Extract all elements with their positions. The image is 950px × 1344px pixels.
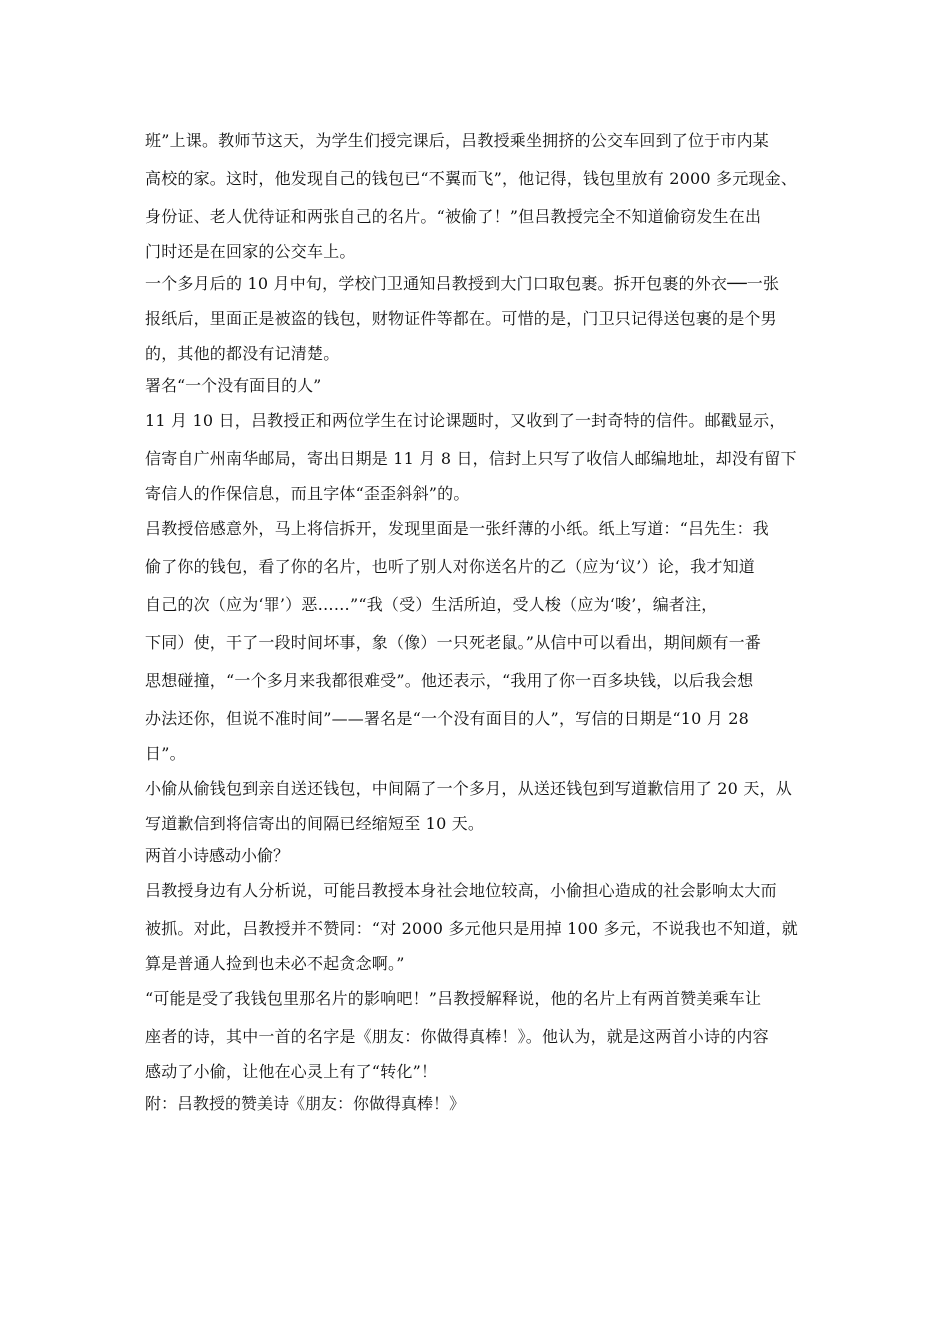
text-line: 身份证、老人优待证和两张自己的名片。“被偷了！”但吕教授完全不知道偷窃发生在出 xyxy=(145,207,762,226)
paragraph-5 xyxy=(145,770,813,840)
section-heading: 两首小诗感动小偷？ xyxy=(145,846,290,865)
paragraph-2 xyxy=(145,268,813,370)
paragraph-3 xyxy=(145,402,813,510)
text-line: “可能是受了我钱包里那名片的影响吧！”吕教授解释说，他的名片上有两首赞美乘车让 xyxy=(145,989,762,1008)
paragraph-4 xyxy=(145,510,813,770)
text-line: 自己的次（应为‘罪’）恶……”“我（受）生活所迫，受人梭（应为‘唆’，编者注， xyxy=(145,595,718,614)
text-line: 寄信人的作保信息，而且字体“歪歪斜斜”的。 xyxy=(145,484,470,503)
text-line: 日”。 xyxy=(145,744,186,763)
section-heading: 署名“一个没有面目的人” xyxy=(145,376,322,395)
text-line: 11 月 10 日，吕教授正和两位学生在讨论课题时，又收到了一封奇特的信件。邮戳显示， xyxy=(145,411,786,430)
paragraph-7 xyxy=(145,980,813,1088)
text-line: 班”上课。教师节这天，为学生们授完课后，吕教授乘坐拥挤的公交车回到了位于市内某 xyxy=(145,131,769,150)
section-heading: 附：吕教授的赞美诗《朋友：你做得真棒！》 xyxy=(145,1094,466,1113)
text-line: 偷了你的钱包，看了你的名片，也听了别人对你送名片的乙（应为‘议’）论，我才知道 xyxy=(145,557,755,576)
text-line: 座者的诗，其中一首的名字是《朋友：你做得真棒！》。他认为，就是这两首小诗的内容 xyxy=(145,1027,769,1046)
text-line: 一个多月后的 10 月中旬，学校门卫通知吕教授到大门口取包裹。拆开包裹的外衣──一张 xyxy=(145,274,780,293)
text-line: 感动了小偷，让他在心灵上有了“转化”！ xyxy=(145,1062,438,1081)
text-line: 吕教授倍感意外，马上将信拆开，发现里面是一张纤薄的小纸。纸上写道：“吕先生：我 xyxy=(145,519,769,538)
text-line: 吕教授身边有人分析说，可能吕教授本身社会地位较高，小偷担心造成的社会影响太大而 xyxy=(145,881,777,900)
paragraph-1 xyxy=(145,122,813,268)
document-page xyxy=(145,122,813,1120)
text-line: 报纸后，里面正是被盗的钱包，财物证件等都在。可惜的是，门卫只记得送包裹的是个男 xyxy=(145,309,777,328)
text-line: 写道歉信到将信寄出的间隔已经缩短至 10 天。 xyxy=(145,814,485,833)
text-line: 小偷从偷钱包到亲自送还钱包，中间隔了一个多月，从送还钱包到写道歉信用了 20 天，从 xyxy=(145,779,792,798)
text-line: 高校的家。这时，他发现自己的钱包已“不翼而飞”，他记得，钱包里放有 2000 多元现金、 xyxy=(145,169,798,188)
text-line: 下同）使，干了一段时间坏事，象（像）一只死老鼠。”从信中可以看出，期间颇有一番 xyxy=(145,633,761,652)
text-line: 被抓。对此，吕教授并不赞同：“对 2000 多元他只是用掉 100 多元，不说我也不知道，就 xyxy=(145,919,798,938)
paragraph-6 xyxy=(145,872,813,980)
text-line: 思想碰撞，“一个多月来我都很难受”。他还表示，“我用了你一百多块钱，以后我会想 xyxy=(145,671,754,690)
text-line: 的，其他的都没有记清楚。 xyxy=(145,344,340,363)
text-line: 办法还你，但说不准时间”——署名是“一个没有面目的人”，写信的日期是“10 月 28 xyxy=(145,709,750,728)
text-line: 算是普通人捡到也未必不起贪念啊。” xyxy=(145,954,405,973)
text-line: 信寄自广州南华邮局，寄出日期是 11 月 8 日，信封上只写了收信人邮编地址，却没有留下 xyxy=(145,449,797,468)
text-line: 门时还是在回家的公交车上。 xyxy=(145,242,356,261)
